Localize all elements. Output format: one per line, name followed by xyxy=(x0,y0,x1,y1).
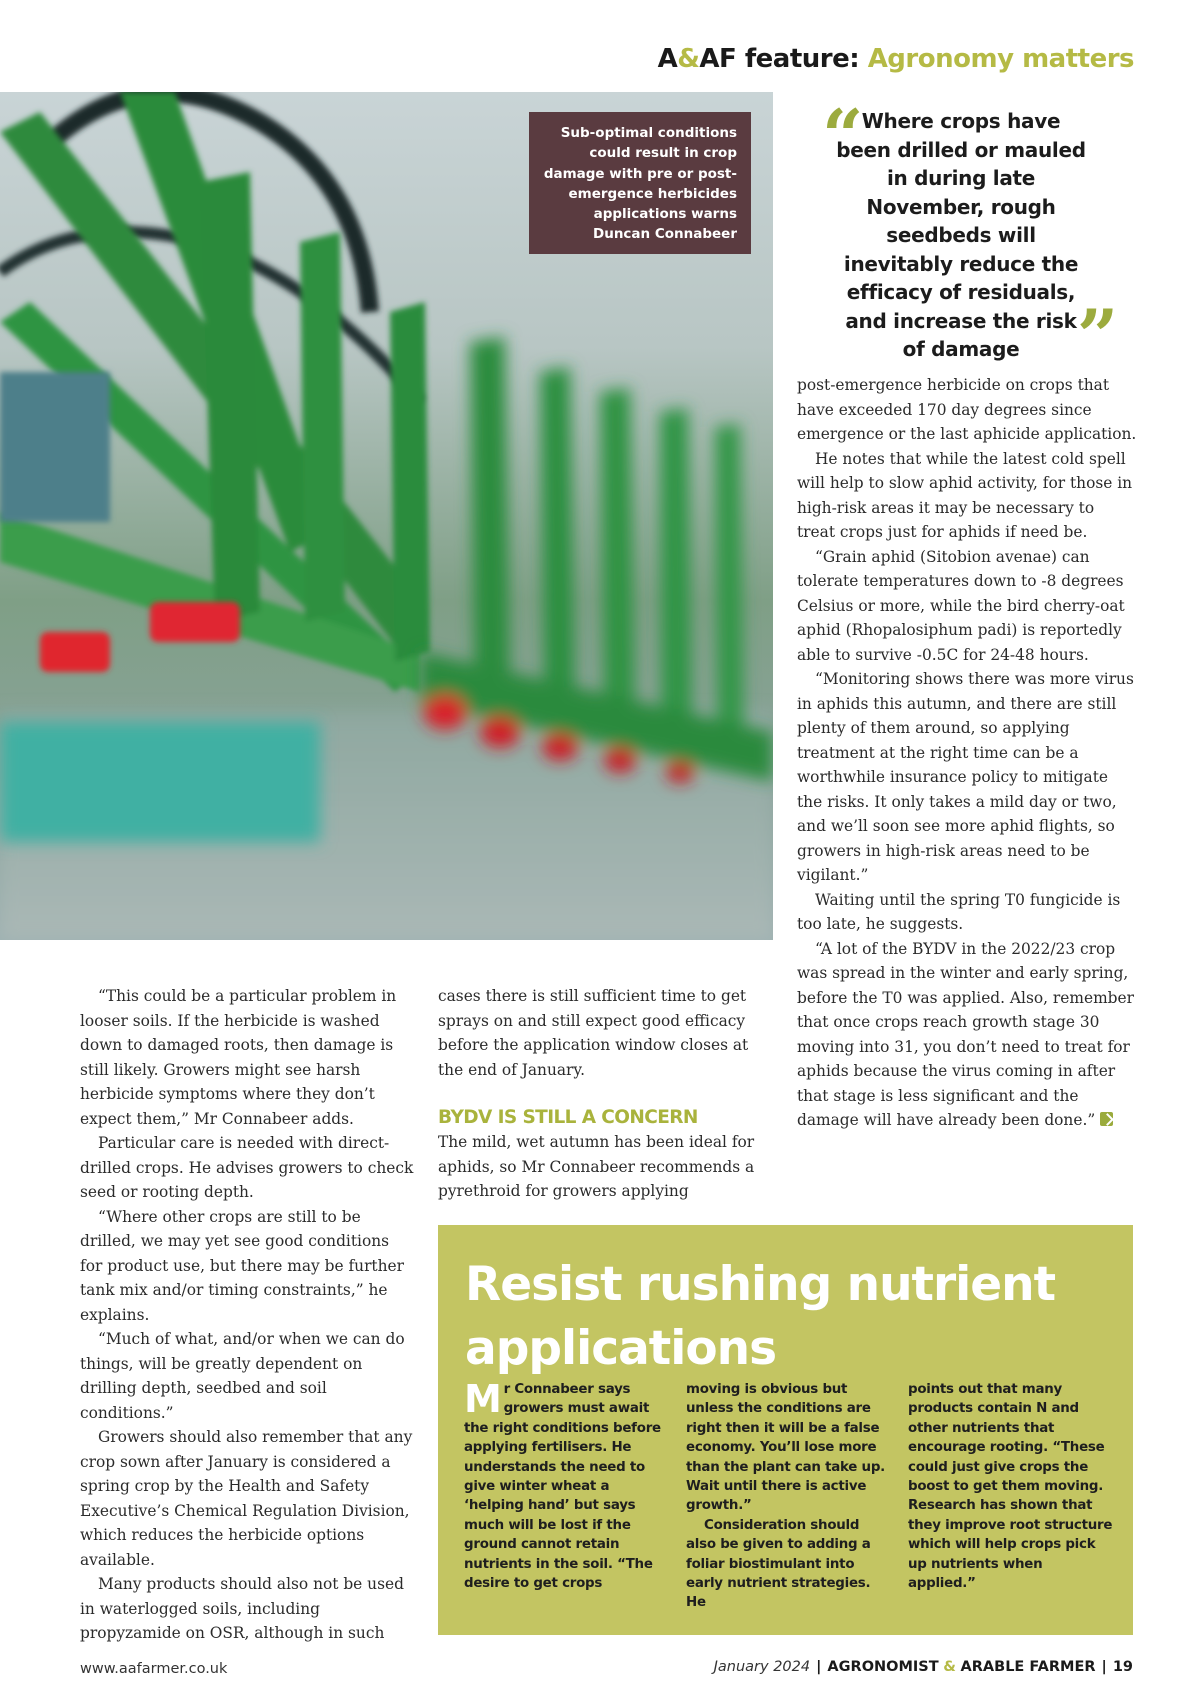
open-quote-icon: “ xyxy=(822,93,864,178)
article-paragraph: Waiting until the spring T0 fungicide is too late, he suggests. xyxy=(797,890,1121,933)
article-paragraph: “Monitoring shows there was more virus in aphids this autumn, and there are still plenty of them around, so applying treatment at the right time can be a worthwhile insurance policy to mitigate the risks. It only takes a mild day or two, and we’ll soon see more aphid flights, so growers in high-risk areas need to be vigilant.” xyxy=(797,670,1134,884)
article-column-left xyxy=(80,984,416,1646)
end-mark-icon xyxy=(1100,1112,1113,1126)
close-quote-icon: ” xyxy=(1076,293,1118,378)
brand-rest: AF feature: xyxy=(699,44,860,74)
sidebar-text: r Connabeer says growers must await the right conditions before applying fertilisers. He understands the need to give winter wheat a ‘helping hand’ but says much will be lost if the ground cannot retain nutrients in the soil. “The desire to get crops xyxy=(464,1382,661,1592)
article-column-middle xyxy=(438,984,774,1204)
brand-ampersand: & xyxy=(677,44,700,74)
drop-cap: M xyxy=(464,1377,502,1421)
issue-date: January 2024 xyxy=(713,1659,811,1675)
publication-name-a: AGRONOMIST xyxy=(827,1659,939,1675)
article-paragraph: “Where other crops are still to be drilled, we may yet see good conditions for product use, but there may be further tank mix and/or timing constraints,” he explains. xyxy=(80,1207,404,1324)
article-paragraph: post-emergence herbicide on crops that have exceeded 170 day degrees since emergence or the last aphicide application. xyxy=(797,376,1137,443)
footer-website-url: www.aafarmer.co.uk xyxy=(80,1661,228,1677)
pull-quote-text: Where crops have been drilled or mauled in during late November, rough seedbeds will inevitably reduce the efficacy of residuals, and increase the risk of damage xyxy=(836,109,1086,361)
pull-quote xyxy=(810,93,1118,378)
article-paragraph: “Much of what, and/or when we can do things, will be greatly dependent on drilling depth, seedbed and soil conditions.” xyxy=(80,1330,405,1422)
article-paragraph: The mild, wet autumn has been ideal for aphids, so Mr Connabeer recommends a pyrethroid for growers applying xyxy=(438,1133,755,1200)
footer-publication-info xyxy=(714,1659,1133,1675)
article-paragraph: Particular care is needed with direct-drilled crops. He advises growers to check seed or rooting depth. xyxy=(80,1134,414,1201)
feature-header xyxy=(658,44,1134,74)
article-paragraph-last xyxy=(797,937,1137,1133)
article-paragraph: Many products should also not be used in waterlogged soils, including propyzamide on OSR, although in such xyxy=(80,1575,404,1642)
page-number: 19 xyxy=(1112,1659,1133,1675)
brand-a: A xyxy=(657,44,678,74)
section-subhead: BYDV IS STILL A CONCERN xyxy=(438,1107,698,1128)
article-paragraph: He notes that while the latest cold spell will help to slow aphid activity, for those in high-risk areas it may be necessary to treat crops just for aphids if need be. xyxy=(797,449,1133,541)
sidebar-title: Resist rushing nutrient applications xyxy=(465,1257,1056,1376)
sidebar-text: Consideration should also be given to adding a foliar biostimulant into early nutrient strategies. He xyxy=(686,1517,871,1611)
article-paragraph: “This could be a particular problem in looser soils. If the herbicide is washed down to damaged roots, then damage is still likely. Growers might see harsh herbicide symptoms where they don’t expect them,” Mr Connabeer adds. xyxy=(80,987,397,1128)
sidebar-text: moving is obvious but unless the conditions are right then it will be a false economy. You’ll lose more than the plant can take up. Wait until there is active growth.” xyxy=(686,1382,885,1514)
footer-separator: | xyxy=(816,1659,822,1675)
article-paragraph: Growers should also remember that any crop sown after January is considered a spring crop by the Health and Safety Executive’s Chemical Regulation Division, which reduces the herbicide options available. xyxy=(80,1428,413,1569)
feature-topic: Agronomy matters xyxy=(867,44,1134,74)
sidebar-column-3 xyxy=(908,1380,1113,1593)
article-paragraph-text: “A lot of the BYDV in the 2022/23 crop was spread in the winter and early spring, before the T0 was applied. Also, remember that once crops reach growth stage 30 moving into 31, you don’t need to treat for aphids because the virus coming in after that stage is less significant and the damage will have already been done.” xyxy=(797,939,1135,1129)
sidebar-column-1 xyxy=(464,1377,669,1593)
article-paragraph: “Grain aphid (Sitobion avenae) can tolerate temperatures down to -8 degrees Celsius or more, while the bird cherry-oat aphid (Rhopalosiphum padi) is reportedly able to survive -0.5C for 24-48 hours. xyxy=(797,547,1125,664)
article-column-right xyxy=(797,373,1137,1133)
sidebar-column-2 xyxy=(686,1380,891,1613)
nutrient-sidebar-box xyxy=(438,1225,1133,1635)
footer-separator: | xyxy=(1101,1659,1107,1675)
publication-name-b: ARABLE FARMER xyxy=(960,1659,1096,1675)
publication-ampersand: & xyxy=(943,1659,956,1675)
sidebar-text: points out that many products contain N and other nutrients that encourage rooting. “These could just give crops the boost to get them moving. Research has shown that they improve root structure which will help crops pick up nutrients when applied.” xyxy=(908,1382,1113,1592)
article-paragraph: cases there is still sufficient time to get sprays on and still expect good efficacy before the application window closes at the end of January. xyxy=(438,987,749,1079)
photo-caption: Sub-optimal conditions could result in crop damage with pre or post-emergence herbicides applications warns Duncan Connabeer xyxy=(529,112,751,254)
